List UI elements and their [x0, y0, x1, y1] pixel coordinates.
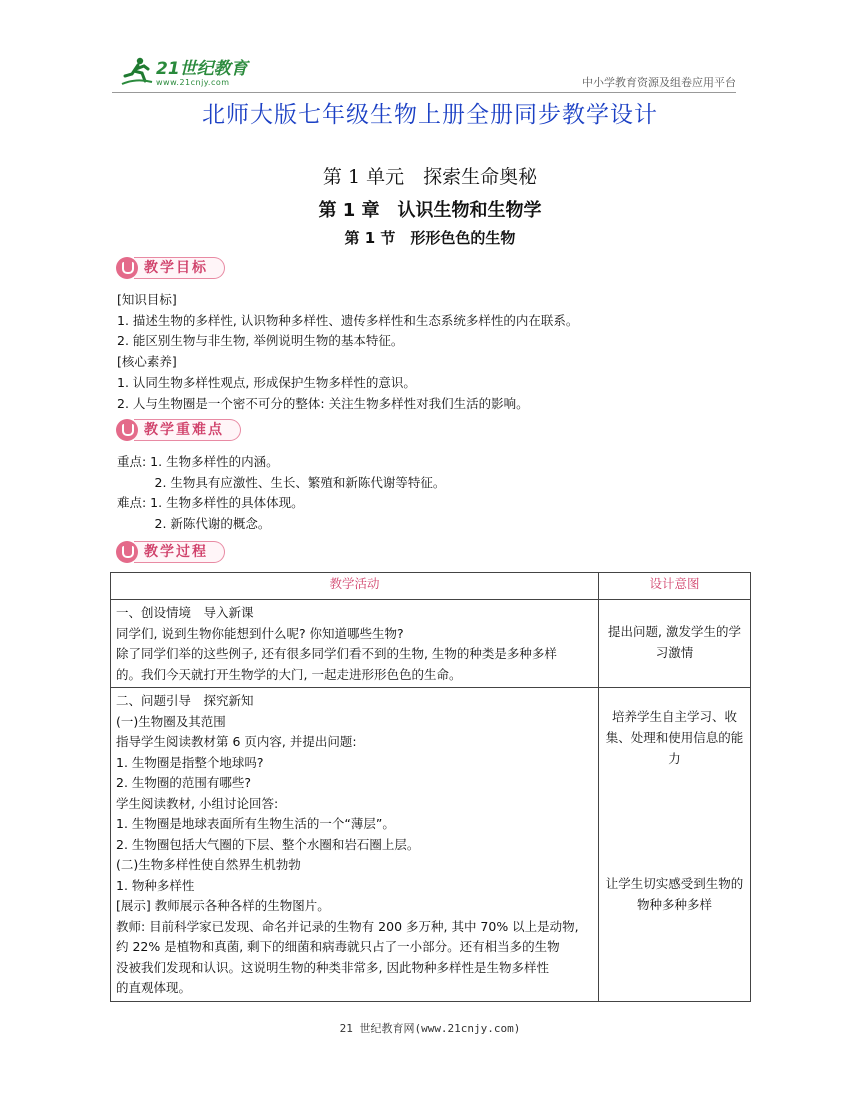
goal-line: 2. 人与生物圈是一个密不可分的整体: 关注生物多样性对我们生活的影响。: [117, 395, 529, 411]
keypoints-label: 教学重难点: [134, 419, 241, 441]
activity-line: 指导学生阅读教材第 6 页内容, 并提出问题:: [116, 734, 357, 749]
logo-url: www.21cnjy.com: [156, 78, 230, 87]
activity-line: 1. 生物圈是地球表面所有生物生活的一个“薄层”。: [116, 816, 395, 831]
intent-text: 培养学生自主学习、收集、处理和使用信息的能力: [605, 709, 744, 766]
section-badge-icon: [116, 541, 138, 563]
platform-name: 中小学教育资源及组卷应用平台: [582, 76, 736, 89]
page-footer: 21 世纪教育网(www.21cnjy.com): [339, 1022, 521, 1035]
keypoints-section-header: [116, 419, 241, 441]
chapter-heading: 第 1 章 认识生物和生物学: [318, 200, 542, 221]
goal-line: [核心素养]: [117, 354, 177, 370]
goal-line: 1. 认同生物多样性观点, 形成保护生物多样性的意识。: [117, 374, 416, 390]
section-heading: 第 1 节 形形色色的生物: [344, 229, 516, 247]
keypoint-line: 2. 新陈代谢的概念。: [117, 516, 271, 532]
table-header-row: [111, 573, 751, 600]
activity-line: [展示] 教师展示各种各样的生物图片。: [116, 898, 330, 913]
runner-logo-icon: [120, 54, 154, 88]
column-header-intent: 设计意图: [599, 573, 751, 600]
intent-cell: [599, 600, 751, 688]
column-header-activity: 教学活动: [111, 573, 599, 600]
document-title: 北师大版七年级生物上册全册同步教学设计: [202, 102, 658, 128]
activity-line: 的直观体现。: [116, 980, 192, 995]
activity-line: 同学们, 说到生物你能想到什么呢? 你知道哪些生物?: [116, 625, 404, 641]
intent-cell: [599, 688, 751, 1002]
activity-line: 2. 生物圈的范围有哪些?: [116, 775, 252, 790]
keypoint-line: 难点: 1. 生物多样性的具体体现。: [117, 495, 304, 511]
activity-line: 的。我们今天就打开生物学的大门, 一起走进形形色色的生命。: [116, 666, 462, 682]
goals-list: [117, 290, 578, 414]
section-badge-icon: [116, 257, 138, 279]
activity-line: 除了同学们举的这些例子, 还有很多同学们看不到的生物, 生物的种类是多种多样: [116, 646, 557, 661]
header-divider: [112, 92, 736, 93]
intent-text: 让学生切实感受到生物的物种多种多样: [605, 876, 744, 912]
logo-text: 21世纪教育: [156, 59, 248, 79]
keypoint-line: 重点: 1. 生物多样性的内涵。: [117, 454, 279, 469]
activity-line: 学生阅读教材, 小组讨论回答:: [116, 795, 279, 811]
process-section-header: [116, 541, 225, 563]
site-logo[interactable]: [120, 54, 248, 88]
goal-line: [知识目标]: [117, 292, 177, 307]
goals-section-header: [116, 257, 225, 279]
intent-text: 提出问题, 激发学生的学习激情: [608, 624, 741, 660]
activity-cell: [111, 600, 599, 688]
activity-line: 约 22% 是植物和真菌, 剩下的细菌和病毒就只占了一小部分。还有相当多的生物: [116, 939, 560, 954]
process-label: 教学过程: [134, 541, 225, 563]
activity-line: 二、问题引导 探究新知: [116, 693, 254, 708]
section-badge-icon: [116, 419, 138, 441]
table-row: [111, 688, 751, 1002]
goal-line: 2. 能区别生物与非生物, 举例说明生物的基本特征。: [117, 333, 404, 349]
activity-line: 1. 物种多样性: [116, 877, 195, 893]
activity-line: 没被我们发现和认识。这说明生物的种类非常多, 因此物种多样性是生物多样性: [116, 959, 549, 975]
activity-line: (一)生物圈及其范围: [116, 713, 226, 729]
process-table: [110, 572, 751, 1002]
table-row: [111, 600, 751, 688]
page-header: [112, 50, 736, 90]
goal-line: 1. 描述生物的多样性, 认识物种多样性、遗传多样性和生态系统多样性的内在联系。: [117, 312, 579, 328]
activity-line: 一、创设情境 导入新课: [116, 605, 254, 620]
unit-heading: 第 1 单元 探索生命奥秘: [322, 166, 538, 188]
activity-line: 1. 生物圈是指整个地球吗?: [116, 754, 264, 770]
keypoints-list: [117, 452, 445, 535]
activity-cell: [111, 688, 599, 1002]
keypoint-line: 2. 生物具有应激性、生长、繁殖和新陈代谢等特征。: [117, 474, 446, 490]
activity-line: 教师: 目前科学家已发现、命名并记录的生物有 200 多万种, 其中 70% 以上是动物,: [116, 918, 579, 934]
goals-label: 教学目标: [134, 257, 225, 279]
activity-line: (二)生物多样性使自然界生机勃勃: [116, 857, 301, 872]
activity-line: 2. 生物圈包括大气圈的下层、整个水圈和岩石圈上层。: [116, 836, 420, 852]
